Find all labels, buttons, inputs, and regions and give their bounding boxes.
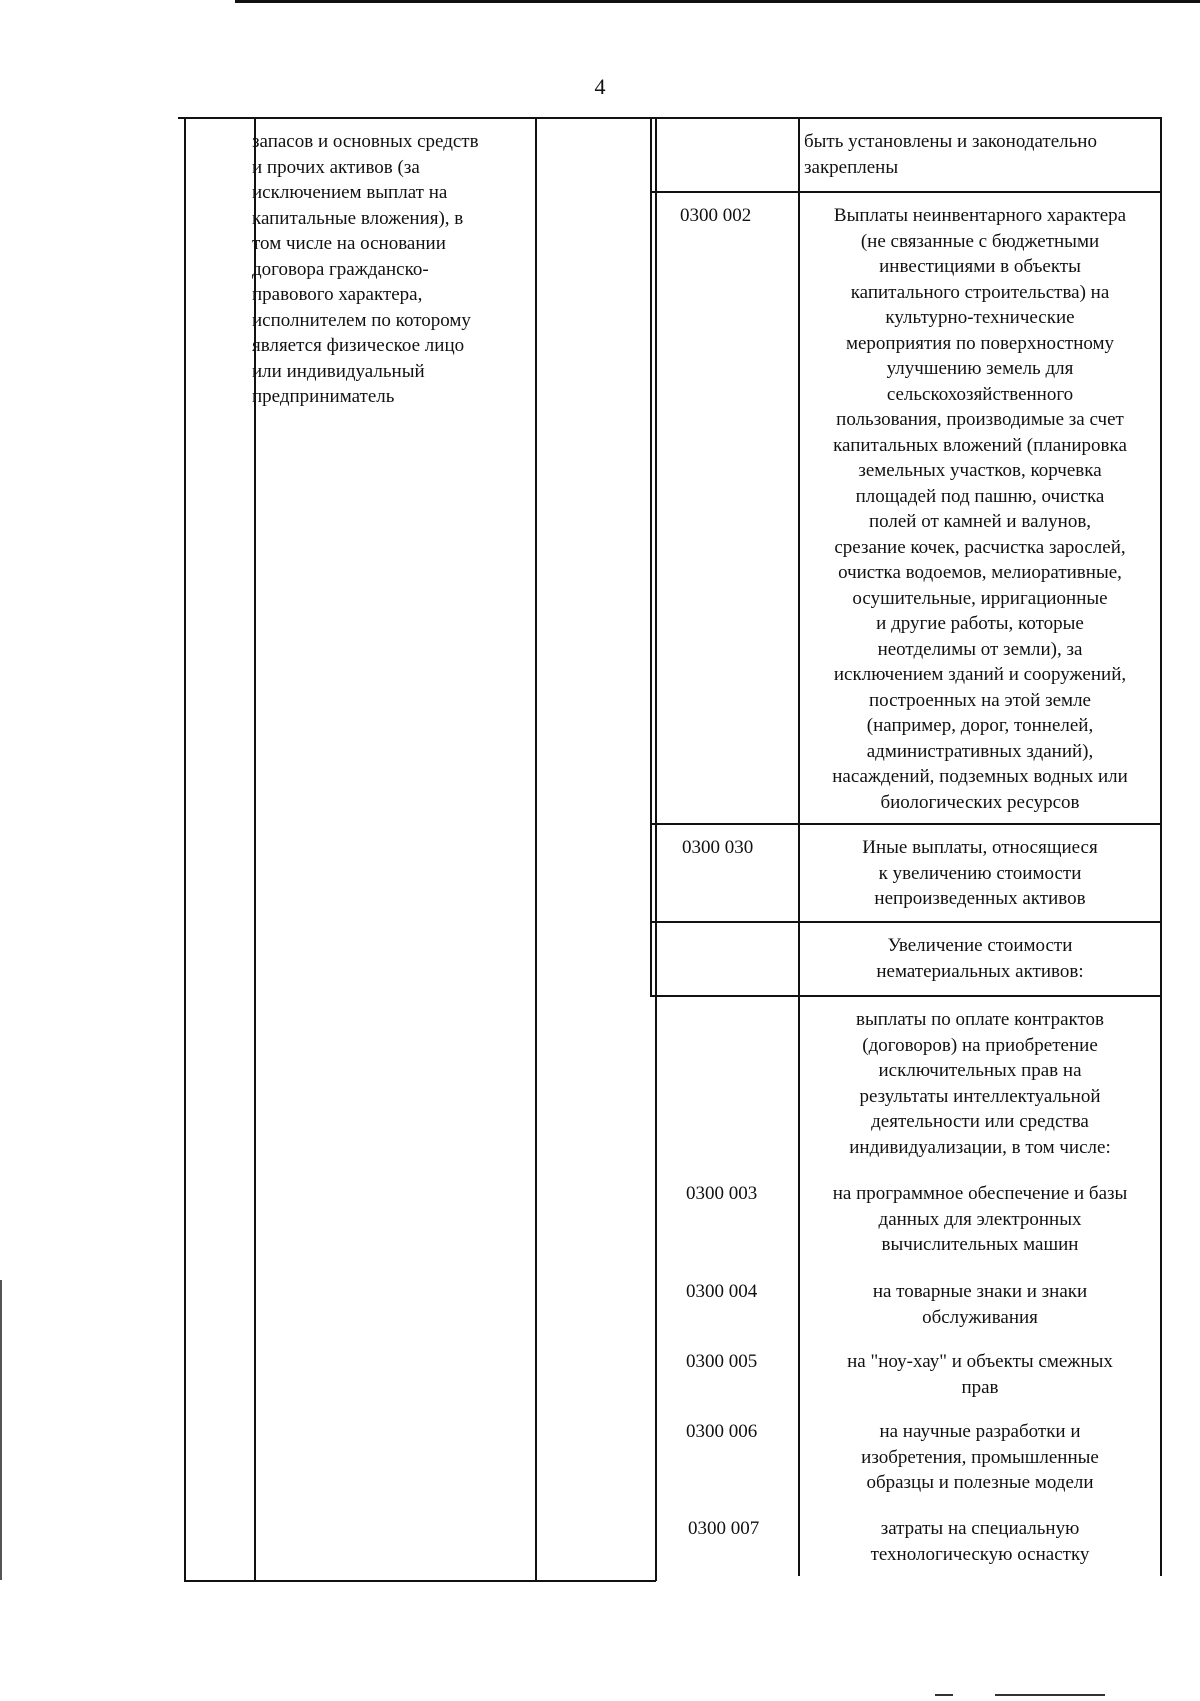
table-row-description xyxy=(804,129,1160,180)
text-line: является физическое лицо xyxy=(252,335,465,356)
text-line: капитальных вложений (планировка xyxy=(833,434,1127,456)
row-divider xyxy=(650,921,1160,923)
left-description-cell xyxy=(252,129,534,410)
text-line: полей от камней и валунов, xyxy=(868,511,1092,532)
scan-left-edge xyxy=(0,1280,2,1580)
text-line: инвестициями в объекты xyxy=(879,256,1081,277)
text-line: Выплаты неинвентарного характера xyxy=(833,205,1127,226)
text-line: выплаты по оплате контрактов xyxy=(855,1009,1105,1030)
table-row-description xyxy=(800,1419,1160,1496)
text-line: площадей под пашню, очистка xyxy=(855,485,1105,507)
text-line: пользования, производимые за счет xyxy=(836,409,1124,430)
table-row-code: 0300 007 xyxy=(688,1518,760,1539)
table-row-code: 0300 003 xyxy=(686,1183,758,1204)
text-line: (не связанные с бюджетными xyxy=(860,230,1100,252)
row-divider xyxy=(650,823,1160,825)
text-line: исключением зданий и сооружений, xyxy=(833,664,1127,685)
text-line: Иные выплаты, относящиеся xyxy=(862,837,1098,858)
table-row-description xyxy=(800,1516,1160,1567)
column-divider xyxy=(655,117,657,1581)
table-row-description xyxy=(800,1349,1160,1400)
text-line: сельскохозяйственного xyxy=(886,383,1074,405)
text-line: вычислительных машин xyxy=(881,1234,1079,1255)
text-line: к увеличению стоимости xyxy=(878,862,1082,884)
table-border-bottom xyxy=(184,1580,656,1582)
text-line: том числе на основании xyxy=(252,233,446,254)
text-line: и другие работы, которые xyxy=(876,613,1084,634)
column-divider xyxy=(535,117,537,1581)
text-line: насаждений, подземных водных или xyxy=(832,766,1128,787)
text-line: и прочих активов (за xyxy=(252,156,420,178)
text-line: исключением выплат на xyxy=(252,182,448,203)
text-line: капитального строительства) на xyxy=(850,281,1110,303)
scan-bottom-mark xyxy=(935,1694,953,1696)
text-line: правового характера, xyxy=(252,284,423,305)
row-divider xyxy=(650,191,1160,193)
table-row-code: 0300 002 xyxy=(680,205,752,226)
page-number: 4 xyxy=(594,74,606,99)
scan-top-edge xyxy=(235,0,1200,3)
text-line: на "ноу-хау" и объекты смежных xyxy=(847,1351,1113,1372)
table-border-right xyxy=(1160,117,1162,1576)
text-line: предприниматель xyxy=(252,386,395,407)
text-line: на программное обеспечение и базы xyxy=(832,1183,1128,1204)
text-line: культурно-технические xyxy=(885,307,1075,328)
table-row-code: 0300 004 xyxy=(686,1281,758,1302)
text-line: образцы и полезные модели xyxy=(866,1472,1094,1493)
table-row-description xyxy=(800,203,1160,815)
table-row-description xyxy=(800,835,1160,912)
text-line: исключительных прав на xyxy=(878,1060,1082,1081)
text-line: очистка водоемов, мелиоративные, xyxy=(838,562,1122,583)
text-line: (договоров) на приобретение xyxy=(862,1034,1098,1056)
table-border-left xyxy=(184,117,186,1581)
text-line: результаты интеллектуальной xyxy=(859,1085,1101,1107)
text-line: прав xyxy=(961,1376,999,1398)
text-line: договора гражданско- xyxy=(252,258,429,280)
text-line: деятельности или средства xyxy=(871,1111,1089,1132)
text-line: на товарные знаки и знаки xyxy=(872,1281,1088,1302)
table-row-code: 0300 030 xyxy=(682,837,754,858)
text-line: быть установлены и законодательно xyxy=(804,131,1097,152)
text-line: затраты на специальную xyxy=(880,1518,1080,1539)
text-line: на научные разработки и xyxy=(879,1421,1081,1442)
text-line: или индивидуальный xyxy=(252,360,425,382)
table-row-code: 0300 006 xyxy=(686,1421,758,1442)
text-line: обслуживания xyxy=(922,1306,1038,1328)
code-column-border xyxy=(650,117,652,997)
table-row-description xyxy=(800,1007,1160,1160)
table-row-code: 0300 005 xyxy=(686,1351,758,1372)
text-line: Увеличение стоимости xyxy=(887,935,1073,956)
text-line: мероприятия по поверхностному xyxy=(845,332,1115,354)
text-line: индивидуализации, в том числе: xyxy=(849,1136,1111,1158)
text-line: земельных участков, корчевка xyxy=(858,460,1102,481)
table-border-top xyxy=(178,117,658,119)
table-row-description xyxy=(800,1181,1160,1258)
text-line: изобретения, промышленные xyxy=(861,1446,1099,1468)
text-line: биологических ресурсов xyxy=(880,791,1080,813)
text-line: неотделимы от земли), за xyxy=(877,638,1083,660)
table-row-description xyxy=(800,933,1160,984)
text-line: капитальные вложения), в xyxy=(252,207,464,229)
text-line: данных для электронных xyxy=(878,1208,1082,1230)
table-border-top-right xyxy=(650,117,1160,119)
text-line: построенных на этой земле xyxy=(869,689,1091,711)
text-line: (например, дорог, тоннелей, xyxy=(866,715,1094,736)
text-line: закреплены xyxy=(804,156,899,178)
text-line: осушительные, ирригационные xyxy=(852,587,1108,609)
text-line: запасов и основных средств xyxy=(252,131,479,152)
table-row-description xyxy=(800,1279,1160,1330)
text-line: срезание кочек, расчистка зарослей, xyxy=(834,536,1126,558)
scan-bottom-mark xyxy=(995,1694,1105,1696)
text-line: улучшению земель для xyxy=(886,358,1074,379)
text-line: исполнителем по которому xyxy=(252,309,471,331)
text-line: непроизведенных активов xyxy=(874,888,1086,909)
text-line: нематериальных активов: xyxy=(876,960,1084,982)
row-divider xyxy=(650,995,1160,997)
text-line: административных зданий), xyxy=(866,740,1094,762)
text-line: технологическую оснастку xyxy=(870,1543,1090,1565)
